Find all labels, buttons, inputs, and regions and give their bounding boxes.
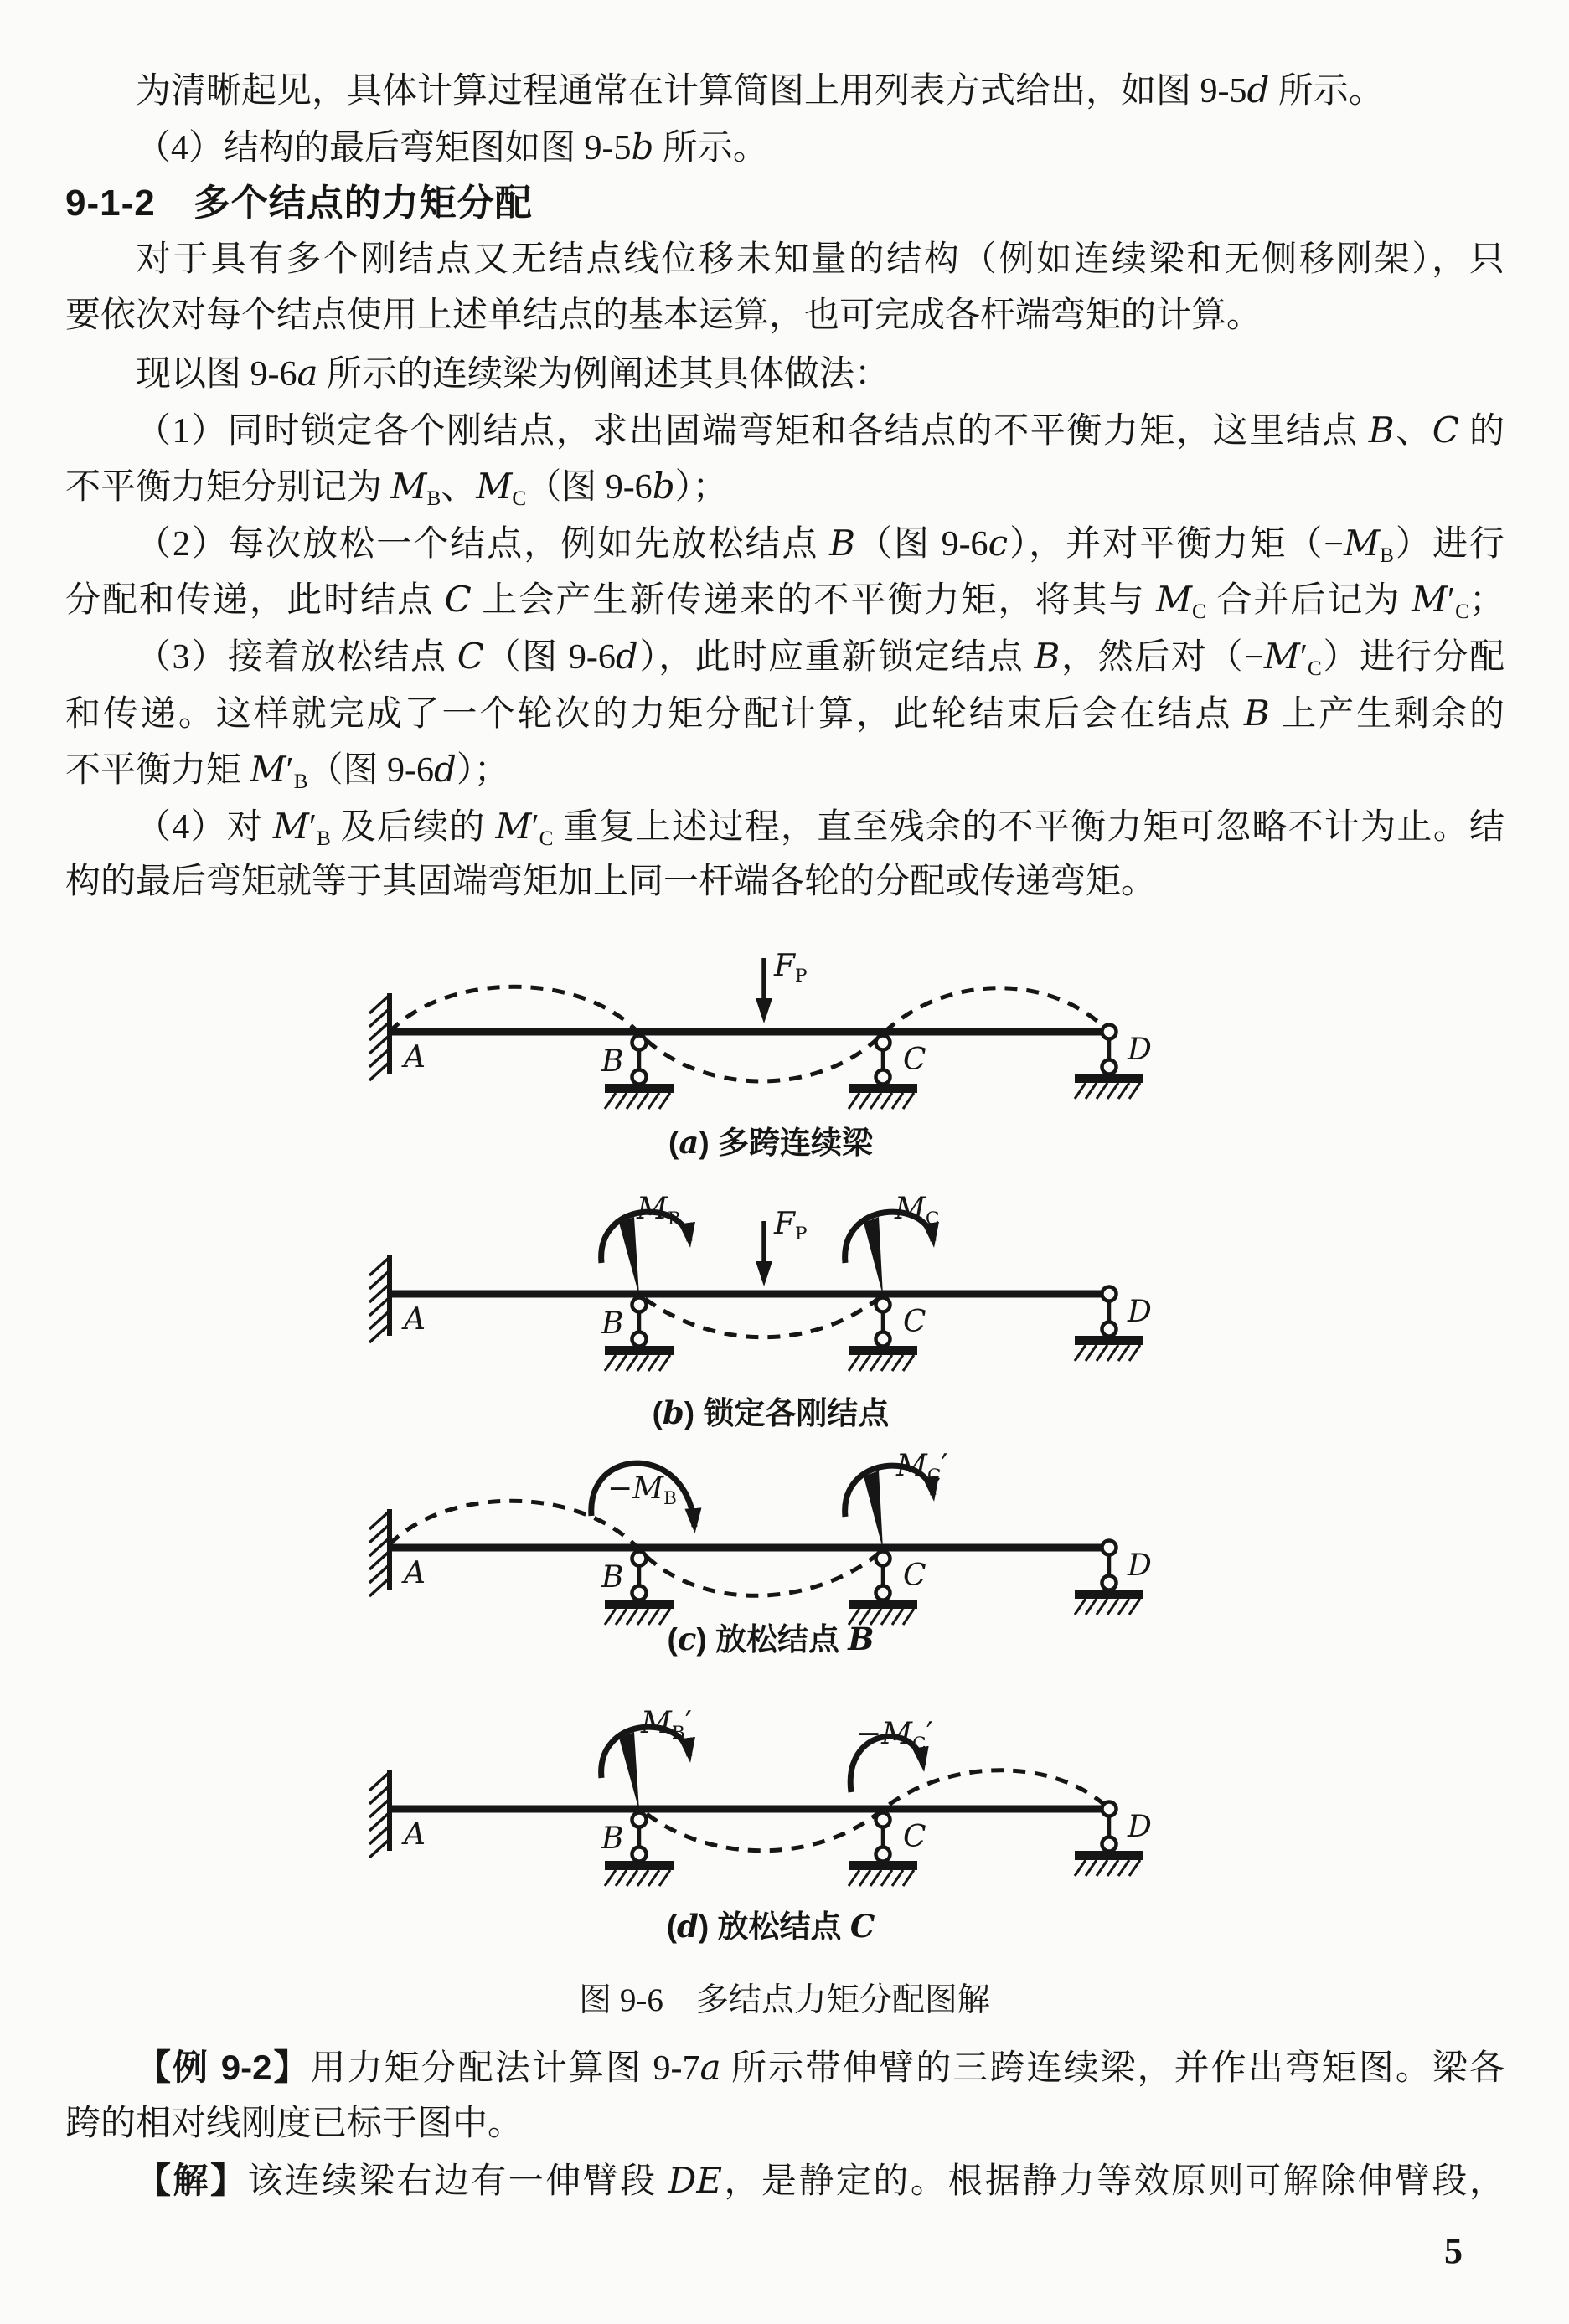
figure-9-6d bbox=[360, 1708, 1181, 1960]
node-label-a: A bbox=[404, 1556, 426, 1590]
text-line-1: 为清晰起见，具体计算过程通常在计算简图上用列表方式给出，如图 9-5d 所示。 bbox=[136, 70, 1384, 111]
fixed-support-a bbox=[369, 993, 390, 1080]
fixed-support-a bbox=[369, 1255, 390, 1342]
page-number: 5 bbox=[1444, 2230, 1463, 2271]
text-line-10: 分配和传递，此时结点 C 上会产生新传递来的不平衡力矩，将其与 $M_C$ 合并后记为 $M'_C$； bbox=[65, 579, 1504, 624]
moment-label-b: $-M_B$ bbox=[607, 1471, 677, 1509]
text-line-2: （4）结构的最后弯矩图如图 9-5b 所示。 bbox=[136, 126, 768, 167]
node-label-a: A bbox=[404, 1302, 426, 1337]
body-text bbox=[65, 62, 1504, 911]
beam-diagram-a bbox=[360, 945, 1181, 1137]
load-label: $F_P$ bbox=[774, 1207, 808, 1244]
subfigure-a-caption: (a) 多跨连续梁 bbox=[668, 1124, 873, 1161]
subfigure-d-caption: (d) 放松结点 C bbox=[666, 1908, 875, 1945]
text-line-13: 不平衡力矩 $M'_B$（图 9-6d）； bbox=[65, 749, 509, 794]
node-label-a: A bbox=[404, 1040, 426, 1074]
joint-lock-wedge-b bbox=[619, 1732, 639, 1811]
moment-label-b: $M_B$ bbox=[637, 1192, 681, 1229]
text-line-7: （1）同时锁定各个刚结点，求出固端弯矩和各结点的不平衡力矩，这里结点 B、C 的 bbox=[136, 409, 1504, 451]
node-label-b: B bbox=[601, 1560, 624, 1595]
load-label: $F_P$ bbox=[774, 949, 808, 987]
figure-9-6a bbox=[360, 945, 1181, 1171]
fixed-support-a bbox=[369, 1770, 390, 1858]
joint-lock-wedge-c bbox=[864, 1471, 883, 1549]
subfigure-b-caption: (b) 锁定各刚结点 bbox=[652, 1394, 890, 1431]
node-label-b: B bbox=[601, 1822, 624, 1856]
text-line-5: 要依次对每个结点使用上述单结点的基本运算，也可完成各杆端弯矩的计算。 bbox=[65, 296, 1262, 336]
node-label-d: D bbox=[1128, 1033, 1152, 1067]
node-label-c: C bbox=[903, 1559, 926, 1593]
node-label-d: D bbox=[1128, 1295, 1152, 1329]
deflection-curve bbox=[645, 1299, 878, 1337]
text-line-11: （3）接着放松结点 C（图 9-6d），此时应重新锁定结点 B，然后对$(-M'_C)$进行分配 bbox=[136, 635, 1504, 680]
text-line-4: 对于具有多个刚结点又无结点线位移未知量的结构（例如连续梁和无侧移刚架），只 bbox=[136, 240, 1504, 279]
moment-label-c: $M_C$ bbox=[895, 1192, 940, 1229]
figure-caption: 图 9-6 多结点力矩分配图解 bbox=[579, 1982, 990, 2018]
node-label-c: C bbox=[903, 1305, 926, 1339]
beam-diagram-b bbox=[360, 1189, 1181, 1407]
text-line-14: （4）对 $M'_B$ 及后续的 $M'_C$ 重复上述过程，直至残余的不平衡力矩可忽略不计为止。结 bbox=[136, 805, 1504, 850]
text-line-12: 和传递。这样就完成了一个轮次的力矩分配计算，此轮结束后会在结点 B 上产生剩余的 bbox=[65, 692, 1504, 734]
example-line-2: 跨的相对线刚度已标于图中。 bbox=[65, 2104, 524, 2143]
example-line-3: 【解】该连续梁右边有一伸臂段 DE，是静定的。根据静力等效原则可解除伸臂段， bbox=[136, 2160, 1504, 2202]
node-label-b: B bbox=[601, 1306, 624, 1341]
joint-lock-wedge-c bbox=[864, 1217, 883, 1296]
node-label-b: B bbox=[601, 1044, 624, 1079]
text-line-15: 构的最后弯矩就等于其固端弯矩加上同一杆端各轮的分配或传递弯矩。 bbox=[65, 863, 1157, 902]
moment-label-b: $M_B'$ bbox=[641, 1706, 692, 1744]
moment-label-c: $-M_C'$ bbox=[856, 1717, 933, 1755]
text-line-8: 不平衡力矩分别记为 $M_B$、$M_C$（图 9-6b）； bbox=[65, 466, 728, 511]
figure-9-6c bbox=[360, 1449, 1181, 1692]
subfigure-c-caption: (c) 放松结点 B bbox=[667, 1621, 875, 1657]
beam-diagram-d bbox=[360, 1708, 1181, 1926]
text-line-6: 现以图 9-6a 所示的连续梁为例阐述其具体做法： bbox=[136, 352, 890, 394]
figure-9-6b bbox=[360, 1189, 1181, 1440]
text-line-9: （2）每次放松一个结点，例如先放松结点 B（图 9-6c），并对平衡力矩$(-M_B)$进行 bbox=[136, 522, 1504, 567]
example-line-1: 【例 9-2】用力矩分配法计算图 9-7a 所示带伸臂的三跨连续梁，并作出弯矩图。梁各 bbox=[136, 2047, 1504, 2088]
moment-label-c: $M_C'$ bbox=[896, 1449, 948, 1487]
node-label-a: A bbox=[404, 1817, 426, 1852]
node-label-c: C bbox=[903, 1820, 926, 1854]
example-text bbox=[65, 2039, 1504, 2209]
node-label-d: D bbox=[1128, 1810, 1152, 1844]
node-label-d: D bbox=[1128, 1548, 1152, 1583]
fixed-support-a bbox=[369, 1509, 390, 1596]
section-heading: 9-1-2 多个结点的力矩分配 bbox=[65, 183, 533, 224]
node-label-c: C bbox=[903, 1043, 926, 1077]
